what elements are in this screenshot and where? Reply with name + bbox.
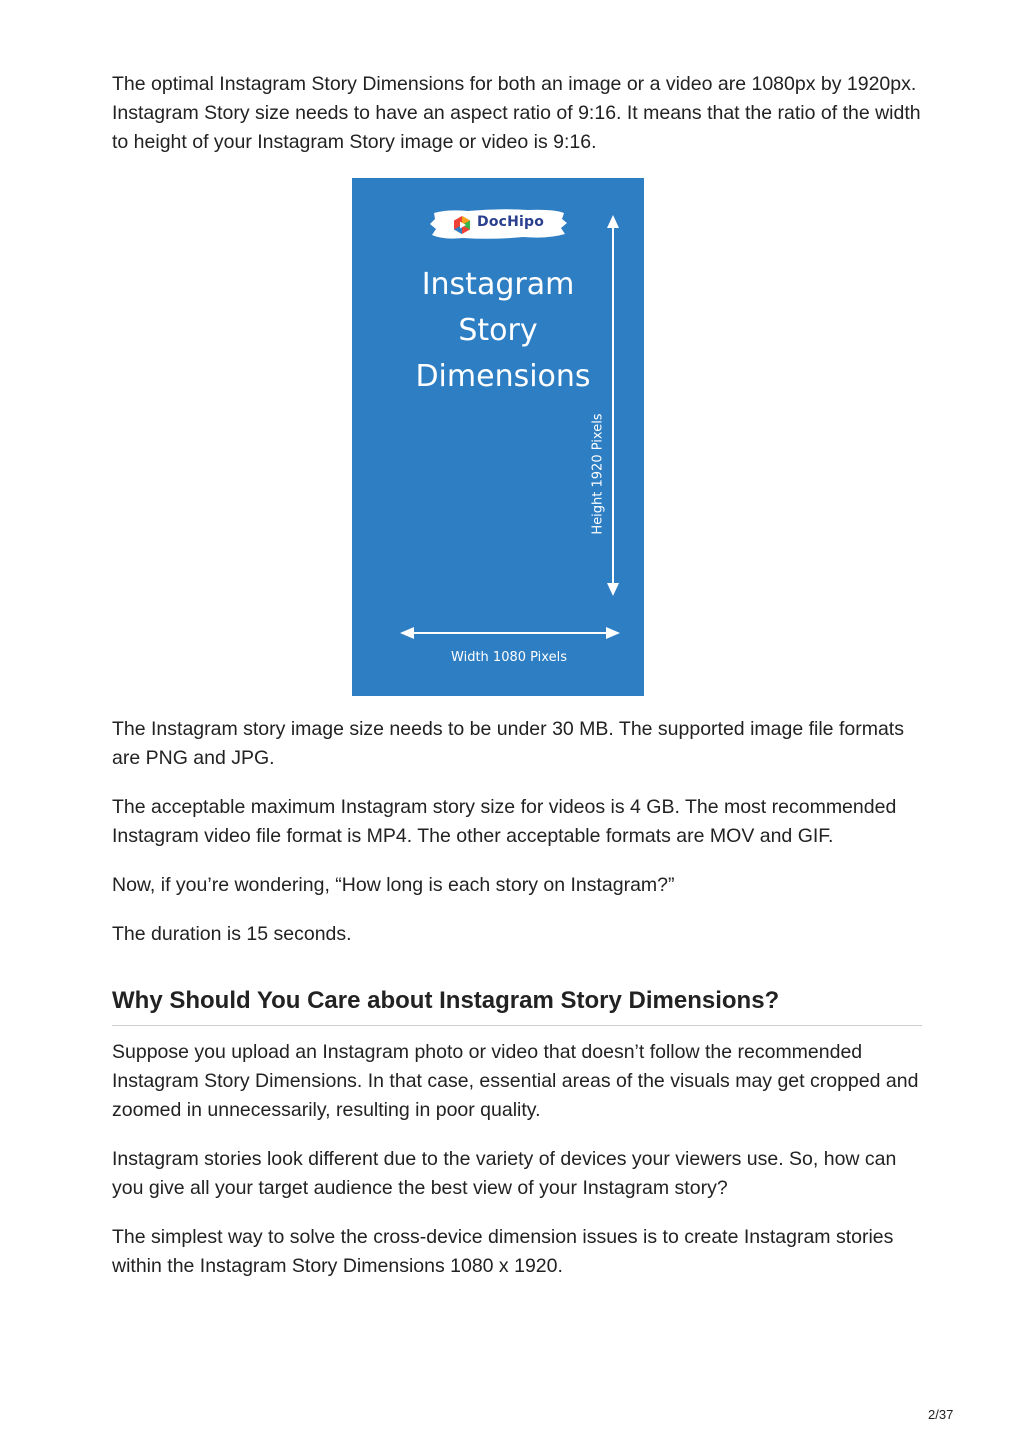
figure-container	[112, 178, 922, 696]
body-paragraph: The acceptable maximum Instagram story size for videos is 4 GB. The most recommended Instagram video file format is MP4. The other acceptable formats are MOV and GIF.	[112, 796, 897, 847]
document-content	[112, 70, 922, 1281]
page-number: 2/37	[928, 1407, 954, 1422]
section-heading: Why Should You Care about Instagram Story Dimensions?	[112, 987, 780, 1014]
double-arrow-horizontal-icon	[400, 627, 620, 639]
section-paragraph: Suppose you upload an Instagram photo or video that doesn’t follow the recommended Instagram Story Dimensions. In that case, essential areas of the visuals may get cropped and zoomed in unnecessarily, resulting in poor quality.	[112, 1041, 919, 1121]
instagram-story-dimensions-figure	[352, 178, 644, 696]
body-paragraph: The Instagram story image size needs to be under 30 MB. The supported image file formats are PNG and JPG.	[112, 718, 904, 769]
height-label: Height 1920 Pixels	[590, 413, 606, 535]
intro-paragraph: The optimal Instagram Story Dimensions for both an image or a video are 1080px by 1920px. Instagram Story size needs to have an aspect ratio of 9:16. It means that the ratio of the width to height of your Instagram Story image or video is 9:16.	[112, 73, 921, 153]
body-paragraph: The duration is 15 seconds.	[112, 923, 352, 945]
width-label: Width 1080 Pixels	[451, 650, 567, 665]
figure-title-line: Story	[458, 313, 538, 348]
section-paragraph: The simplest way to solve the cross-device dimension issues is to create Instagram stories within the Instagram Story Dimensions 1080 x 1920.	[112, 1226, 894, 1277]
brand-name: DocHipo	[477, 214, 545, 230]
section-paragraph: Instagram stories look different due to the variety of devices your viewers use. So, how can you give all your target audience the best view of your Instagram story?	[112, 1148, 897, 1199]
figure-title-line: Instagram	[421, 267, 575, 302]
figure-title-line: Dimensions	[415, 359, 591, 394]
body-paragraph: Now, if you’re wondering, “How long is each story on Instagram?”	[112, 874, 675, 896]
heading-divider	[112, 1025, 922, 1026]
double-arrow-vertical-icon	[607, 215, 619, 596]
